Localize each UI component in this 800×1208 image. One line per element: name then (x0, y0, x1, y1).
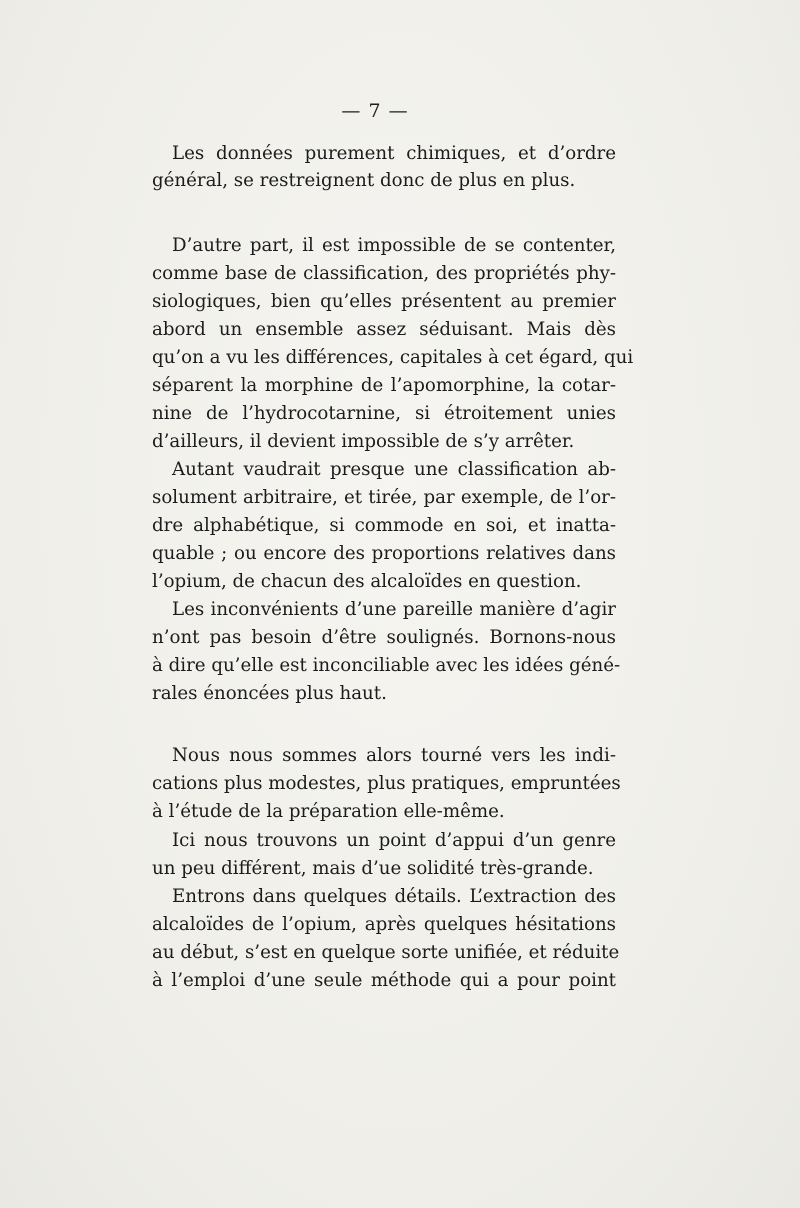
text-line: dre alphabétique, si commode en soi, et inatta- (152, 515, 616, 536)
text-line: quable ; ou encore des proportions relatives dans (152, 543, 616, 564)
text-line: d’ailleurs, il devient impossible de s’y arrêter. (152, 431, 575, 452)
text-line: l’opium, de chacun des alcaloïdes en question. (152, 571, 582, 592)
text-line: à l’emploi d’une seule méthode qui a pour point (152, 970, 616, 991)
text-line: Nous nous sommes alors tourné vers les indi- (172, 745, 616, 766)
text-line: Entrons dans quelques détails. L’extraction des (172, 886, 616, 907)
text-line: alcaloïdes de l’opium, après quelques hésitations (152, 914, 616, 935)
text-line: n’ont pas besoin d’être soulignés. Bornons-nous (152, 627, 616, 648)
text-line: à dire qu’elle est inconciliable avec les idées géné- (152, 655, 621, 676)
text-line: général, se restreignent donc de plus en plus. (152, 170, 576, 191)
text-line: siologiques, bien qu’elles présentent au premier (152, 291, 616, 312)
page-number: — 7 — (341, 100, 409, 122)
text-line: solument arbitraire, et tirée, par exemple, de l’or- (152, 487, 616, 508)
text-line: rales énoncées plus haut. (152, 683, 387, 704)
text-line: Les inconvénients d’une pareille manière d’agir (172, 599, 616, 620)
text-line: nine de l’hydrocotarnine, si étroitement unies (152, 403, 616, 424)
text-line: abord un ensemble assez séduisant. Mais dès (152, 319, 616, 340)
text-line: cations plus modestes, plus pratiques, empruntées (152, 773, 621, 794)
text-line: Les données purement chimiques, et d’ordre (172, 143, 616, 164)
text-line: un peu différent, mais d’ue solidité très-grande. (152, 858, 594, 879)
text-line: Ici nous trouvons un point d’appui d’un genre (172, 830, 616, 851)
text-line: au début, s’est en quelque sorte unifiée, et réduite (152, 942, 620, 963)
text-line: à l’étude de la préparation elle-même. (152, 801, 505, 822)
text-line: Autant vaudrait presque une classification ab- (172, 459, 616, 480)
text-line: D’autre part, il est impossible de se contenter, (172, 235, 616, 256)
text-line: séparent la morphine de l’apomorphine, la cotar- (152, 375, 616, 396)
text-line: qu’on a vu les différences, capitales à cet égard, qui (152, 347, 634, 368)
text-line: comme base de classification, des propriétés phy- (152, 263, 616, 284)
